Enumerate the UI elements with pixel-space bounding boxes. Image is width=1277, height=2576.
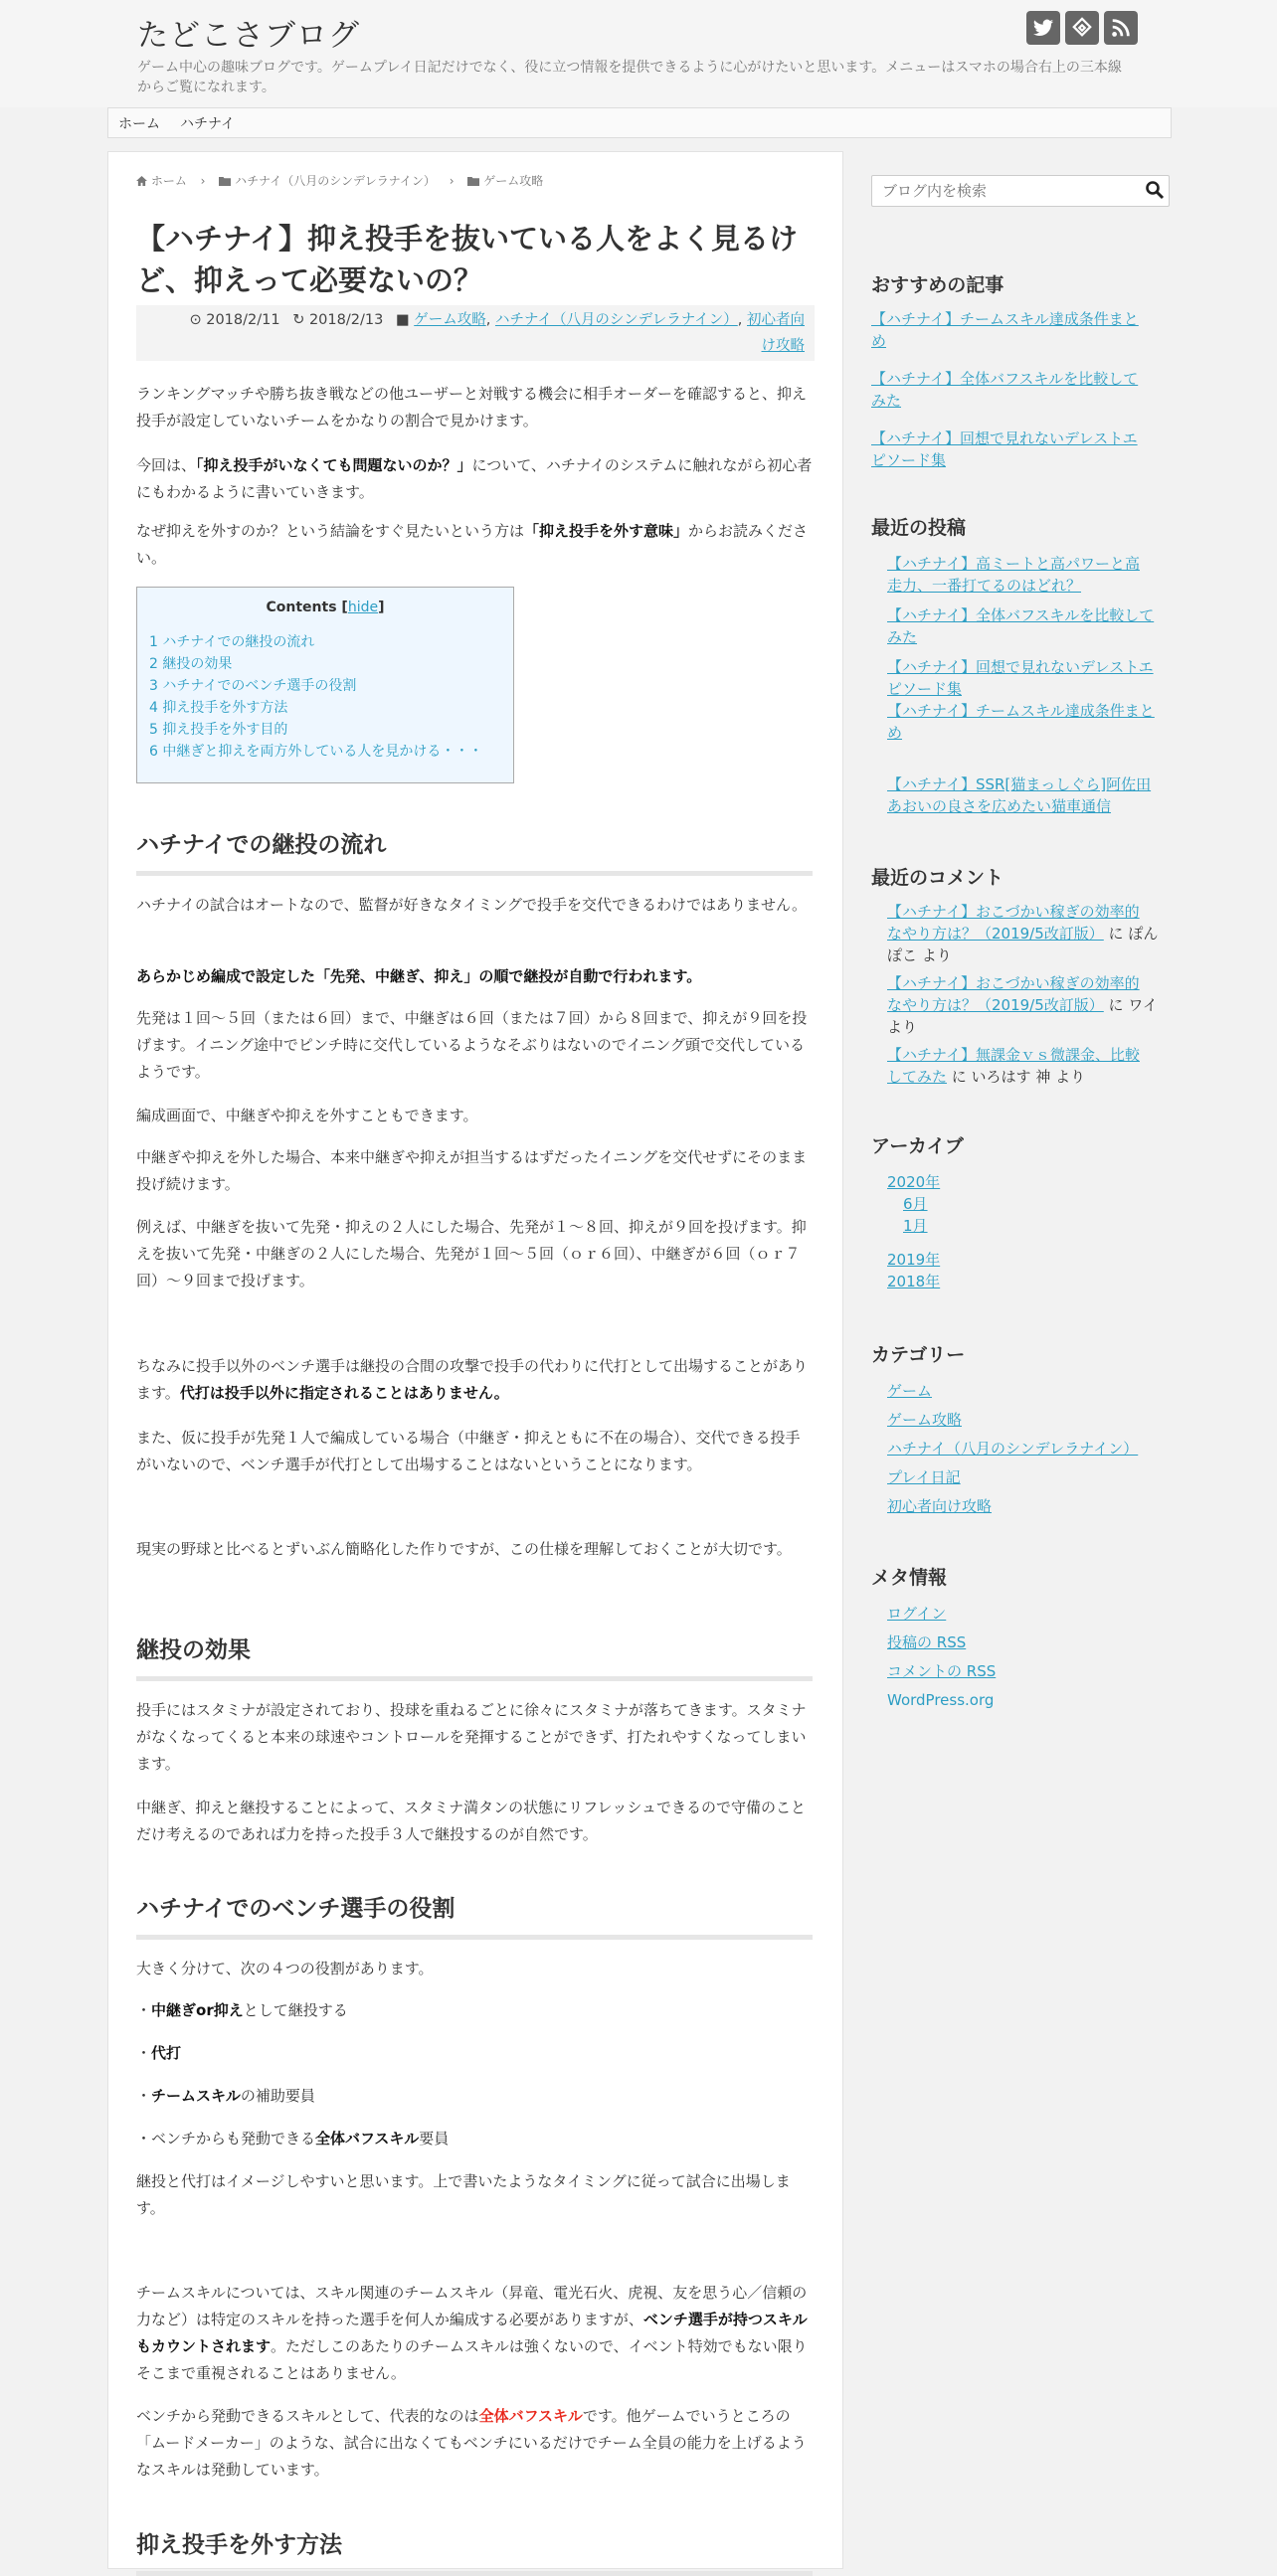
table-of-contents: [136, 587, 514, 783]
section-heading: 継投の効果: [136, 1631, 813, 1681]
section-heading: ハチナイでの継投の流れ: [136, 826, 813, 876]
list-item: ・ベンチからも発動できる全体バフスキル要員: [136, 2130, 450, 2147]
recommended-post-link[interactable]: 【ハチナイ】全体バフスキルを比較して みた: [871, 370, 1139, 410]
recent-comment: 【ハチナイ】おこづかい稼ぎの効率的 なやり方は？（2019/5改訂版） に ワイ より: [887, 974, 1158, 1036]
list-item: ・チームスキルの補助要員: [136, 2087, 315, 2105]
widget-title-meta: メタ情報: [871, 1567, 948, 1589]
widget-title-recent-comments: 最近のコメント: [871, 867, 1004, 889]
list-item: ・代打: [136, 2044, 182, 2062]
site-header: [0, 0, 1277, 107]
post-meta: ⊙ 2018/2/11 ↻ 2018/2/13 ■ ゲーム攻略, ハチナイ（八月のシンデレラナイン）, 初心者向 け攻略: [136, 305, 815, 361]
update-icon: ↻: [292, 312, 305, 328]
rss-icon[interactable]: [1104, 11, 1138, 45]
breadcrumb-separator-icon: ›: [200, 174, 206, 188]
meta-link-posts-rss[interactable]: 投稿の RSS: [887, 1633, 967, 1651]
section-heading: ハチナイでのベンチ選手の役割: [136, 1890, 813, 1940]
meta-link-comments-rss[interactable]: コメントの RSS: [887, 1662, 997, 1680]
search-input[interactable]: [880, 180, 1133, 202]
breadcrumb: [136, 172, 543, 189]
site-description: ゲーム中心の趣味ブログです。ゲームプレイ日記だけでなく、役に立つ情報を提供できるように心がけたいと思います。メニューはスマホの場合右上の三本線からご覧になれます。: [137, 60, 1122, 95]
archive-year-link[interactable]: 2019年: [887, 1251, 941, 1269]
category-link[interactable]: ゲーム: [887, 1382, 933, 1400]
recent-comment: 【ハチナイ】おこづかい稼ぎの効率的 なやり方は？（2019/5改訂版） に ぽん ぽこ より: [887, 903, 1159, 964]
intro-paragraph-3: なぜ抑えを外すのか？という結論をすぐ見たいという方は「抑え投手を外す意味」からお読みください。: [136, 522, 809, 567]
archive-month-link[interactable]: 6月: [903, 1195, 928, 1213]
published-date: 2018/2/11: [206, 312, 280, 328]
nav-item-home[interactable]: ホーム: [118, 116, 160, 132]
feedly-icon[interactable]: [1065, 11, 1099, 45]
toc-item[interactable]: 5 抑え投手を外す目的: [149, 722, 288, 738]
folder-icon: ■: [395, 312, 410, 328]
search-box: [871, 175, 1170, 207]
toc-hide-link[interactable]: hide: [347, 600, 379, 615]
archive-year-link[interactable]: 2018年: [887, 1273, 941, 1290]
paragraph: 継投と代打はイメージしやすいと思います。上で書いたようなタイミングに従って試合に出場します。: [136, 2172, 791, 2217]
clock-icon: ⊙: [189, 312, 202, 328]
paragraph: ちなみに投手以外のベンチ選手は継投の合間の攻撃で投手の代わりに代打として出場することがあります。代打は投手以外に指定されることはありません。: [136, 1357, 809, 1402]
comment-post-link[interactable]: 【ハチナイ】おこづかい稼ぎの効率的 なやり方は？（2019/5改訂版）: [887, 903, 1140, 943]
paragraph: 編成画面で、中継ぎや抑えを外すこともできます。: [136, 1107, 478, 1124]
toc-item[interactable]: 2 継投の効果: [149, 656, 233, 672]
recommended-post-link[interactable]: 【ハチナイ】回想で見れないデレストエ ピソード集: [871, 429, 1138, 469]
toc-title: Contents [hide]: [266, 600, 385, 615]
category-link[interactable]: ゲーム攻略: [887, 1411, 963, 1429]
post-title: 【ハチナイ】抑え投手を抜いている人をよく見るけど、抑えって必要ないの？: [136, 222, 798, 297]
paragraph: ベンチから発動できるスキルとして、代表的なのは全体バフスキルです。他ゲームでいうところの「ムードメーカー」のような、試合に出なくてもベンチにいるだけでチーム全員の能力を上げるようなスキルは発動しています。: [136, 2407, 807, 2479]
toc-item[interactable]: 1 ハチナイでの継投の流れ: [149, 634, 315, 650]
section-heading: 抑え投手を外す方法: [136, 2526, 813, 2576]
widget-title-recommended: おすすめの記事: [871, 274, 1004, 296]
updated-date: 2018/2/13: [308, 312, 384, 328]
toc-item[interactable]: 4 抑え投手を外す方法: [149, 700, 288, 716]
home-icon: [136, 176, 147, 186]
paragraph: 例えば、中継ぎを抜いて先発・抑えの２人にした場合、先発が１～８回、抑えが９回を投げます。抑えを抜いて先発・中継ぎの２人にした場合、先発が１回～５回（ｏｒ６回）、中継ぎが６回（ｏｒ７回）～９回まで投げます。: [136, 1218, 807, 1289]
recent-post-link[interactable]: 【ハチナイ】全体バフスキルを比較して みた: [887, 606, 1155, 646]
breadcrumb-category[interactable]: ハチナイ（八月のシンデレラナイン）: [235, 174, 436, 188]
recent-post-link[interactable]: 【ハチナイ】チームスキル達成条件まと め: [887, 702, 1155, 742]
intro-paragraph-2: 今回は、「抑え投手がいなくても問題ないのか？」について、ハチナイのシステムに触れながら初心者にもわかるように書いていきます。: [136, 456, 813, 501]
paragraph: あらかじめ編成で設定した「先発、中継ぎ、抑え」の順で継投が自動で行われます。: [136, 967, 702, 985]
recent-post-link[interactable]: 【ハチナイ】高ミートと高パワーと高 走力、一番打てるのはどれ？: [887, 555, 1140, 595]
main-content: [107, 151, 843, 2569]
category-link-beginner-cont[interactable]: け攻略: [761, 338, 805, 354]
category-link-beginner[interactable]: 初心者向: [747, 312, 805, 328]
recent-post-link[interactable]: 【ハチナイ】SSR[猫まっしぐら]阿佐田 あおいの良さを広めたい猫車通信: [887, 775, 1152, 815]
paragraph: 中継ぎや抑えを外した場合、本来中継ぎや抑えが担当するはずだったイニングを交代せずにそのまま投げ続けます。: [136, 1148, 808, 1193]
site-title[interactable]: たどこさブログ: [137, 18, 360, 54]
category-link[interactable]: プレイ日記: [887, 1468, 961, 1486]
search-icon[interactable]: [1145, 180, 1165, 204]
breadcrumb-home[interactable]: ホーム: [150, 174, 187, 188]
twitter-icon[interactable]: [1026, 11, 1060, 45]
paragraph: 先発は１回～５回（または６回）まで、中継ぎは６回（または７回）から８回まで、抑えが９回を投げます。イニング途中でピンチ時に交代しているようなそぶりはないのでイニング頭で交代しているようです。: [136, 1009, 808, 1081]
recommended-post-link[interactable]: 【ハチナイ】チームスキル達成条件まと め: [871, 310, 1139, 350]
toc-item[interactable]: 3 ハチナイでのベンチ選手の役割: [149, 678, 357, 694]
category-link-game-guide[interactable]: ゲーム攻略: [414, 312, 486, 328]
meta-link-wordpress[interactable]: WordPress.org: [887, 1691, 995, 1709]
breadcrumb-separator-icon: ›: [449, 174, 455, 188]
folder-icon: [219, 176, 231, 186]
archive-month-link[interactable]: 1月: [903, 1217, 928, 1235]
archive-year-link[interactable]: 2020年: [887, 1173, 941, 1191]
widget-title-archive: アーカイブ: [871, 1135, 964, 1157]
category-link[interactable]: ハチナイ（八月のシンデレラナイン）: [887, 1440, 1139, 1458]
paragraph: また、仮に投手が先発１人で編成している場合（中継ぎ・抑えともに不在の場合）、交代できる投手がいないので、ベンチ選手が代打として出場することはないということになります。: [136, 1429, 801, 1473]
list-item: ・中継ぎor抑えとして継投する: [136, 2001, 348, 2019]
widget-title-recent-posts: 最近の投稿: [871, 517, 967, 539]
breadcrumb-subcategory[interactable]: ゲーム攻略: [483, 174, 544, 188]
paragraph: ハチナイの試合はオートなので、監督が好きなタイミングで投手を交代できるわけではありません。: [136, 896, 807, 914]
paragraph: チームスキルについては、スキル関連のチームスキル（昇竜、電光石火、虎視、友を思う心／信頼の力など）は特定のスキルを持った選手を何人か編成する必要がありますが、ベンチ選手が持つスキルもカウントされます。ただしこのあたりのチームスキルは強くないので、イベント特効でもない限りそこまで重視されることはありません。: [136, 2284, 808, 2382]
comment-post-link[interactable]: 【ハチナイ】無課金ｖｓ微課金、比較 してみた: [887, 1046, 1140, 1086]
folder-icon: [467, 176, 479, 186]
recent-post-link[interactable]: 【ハチナイ】回想で見れないデレストエ ピソード集: [887, 658, 1154, 698]
intro-paragraph-1: ランキングマッチや勝ち抜き戦などの他ユーザーと対戦する機会に相手オーダーを確認すると、抑え投手が設定していないチームをかなりの割合で見かけます。: [136, 385, 807, 429]
widget-title-categories: カテゴリー: [871, 1344, 966, 1366]
category-link-hachinai[interactable]: ハチナイ（八月のシンデレラナイン）: [494, 312, 738, 328]
sidebar: [871, 151, 1170, 1841]
comment-post-link[interactable]: 【ハチナイ】おこづかい稼ぎの効率的 なやり方は？（2019/5改訂版）: [887, 974, 1140, 1014]
global-nav: [107, 107, 1172, 138]
meta-link-login[interactable]: ログイン: [887, 1605, 947, 1623]
category-link[interactable]: 初心者向け攻略: [887, 1497, 993, 1515]
toc-item[interactable]: 6 中継ぎと抑えを両方外している人を見かける・・・: [149, 744, 483, 760]
nav-item-hachinai[interactable]: ハチナイ: [180, 116, 236, 132]
paragraph: 中継ぎ、抑えと継投することによって、スタミナ満タンの状態にリフレッシュできるので守備のことだけ考えるのであれば力を持った投手３人で継投するのが自然です。: [136, 1799, 807, 1843]
paragraph: 現実の野球と比べるとずいぶん簡略化した作りですが、この仕様を理解しておくことが大切です。: [136, 1540, 792, 1558]
paragraph: 大きく分けて、次の４つの役割があります。: [136, 1960, 434, 1977]
recent-comment: 【ハチナイ】無課金ｖｓ微課金、比較 してみた に いろはす 神 より: [887, 1046, 1140, 1086]
paragraph: 投手にはスタミナが設定されており、投球を重ねるごとに徐々にスタミナが落ちてきます。スタミナがなくなってくると本来の球速やコントロールを発揮することができず、打たれやすくなってしまいます。: [136, 1701, 807, 1773]
